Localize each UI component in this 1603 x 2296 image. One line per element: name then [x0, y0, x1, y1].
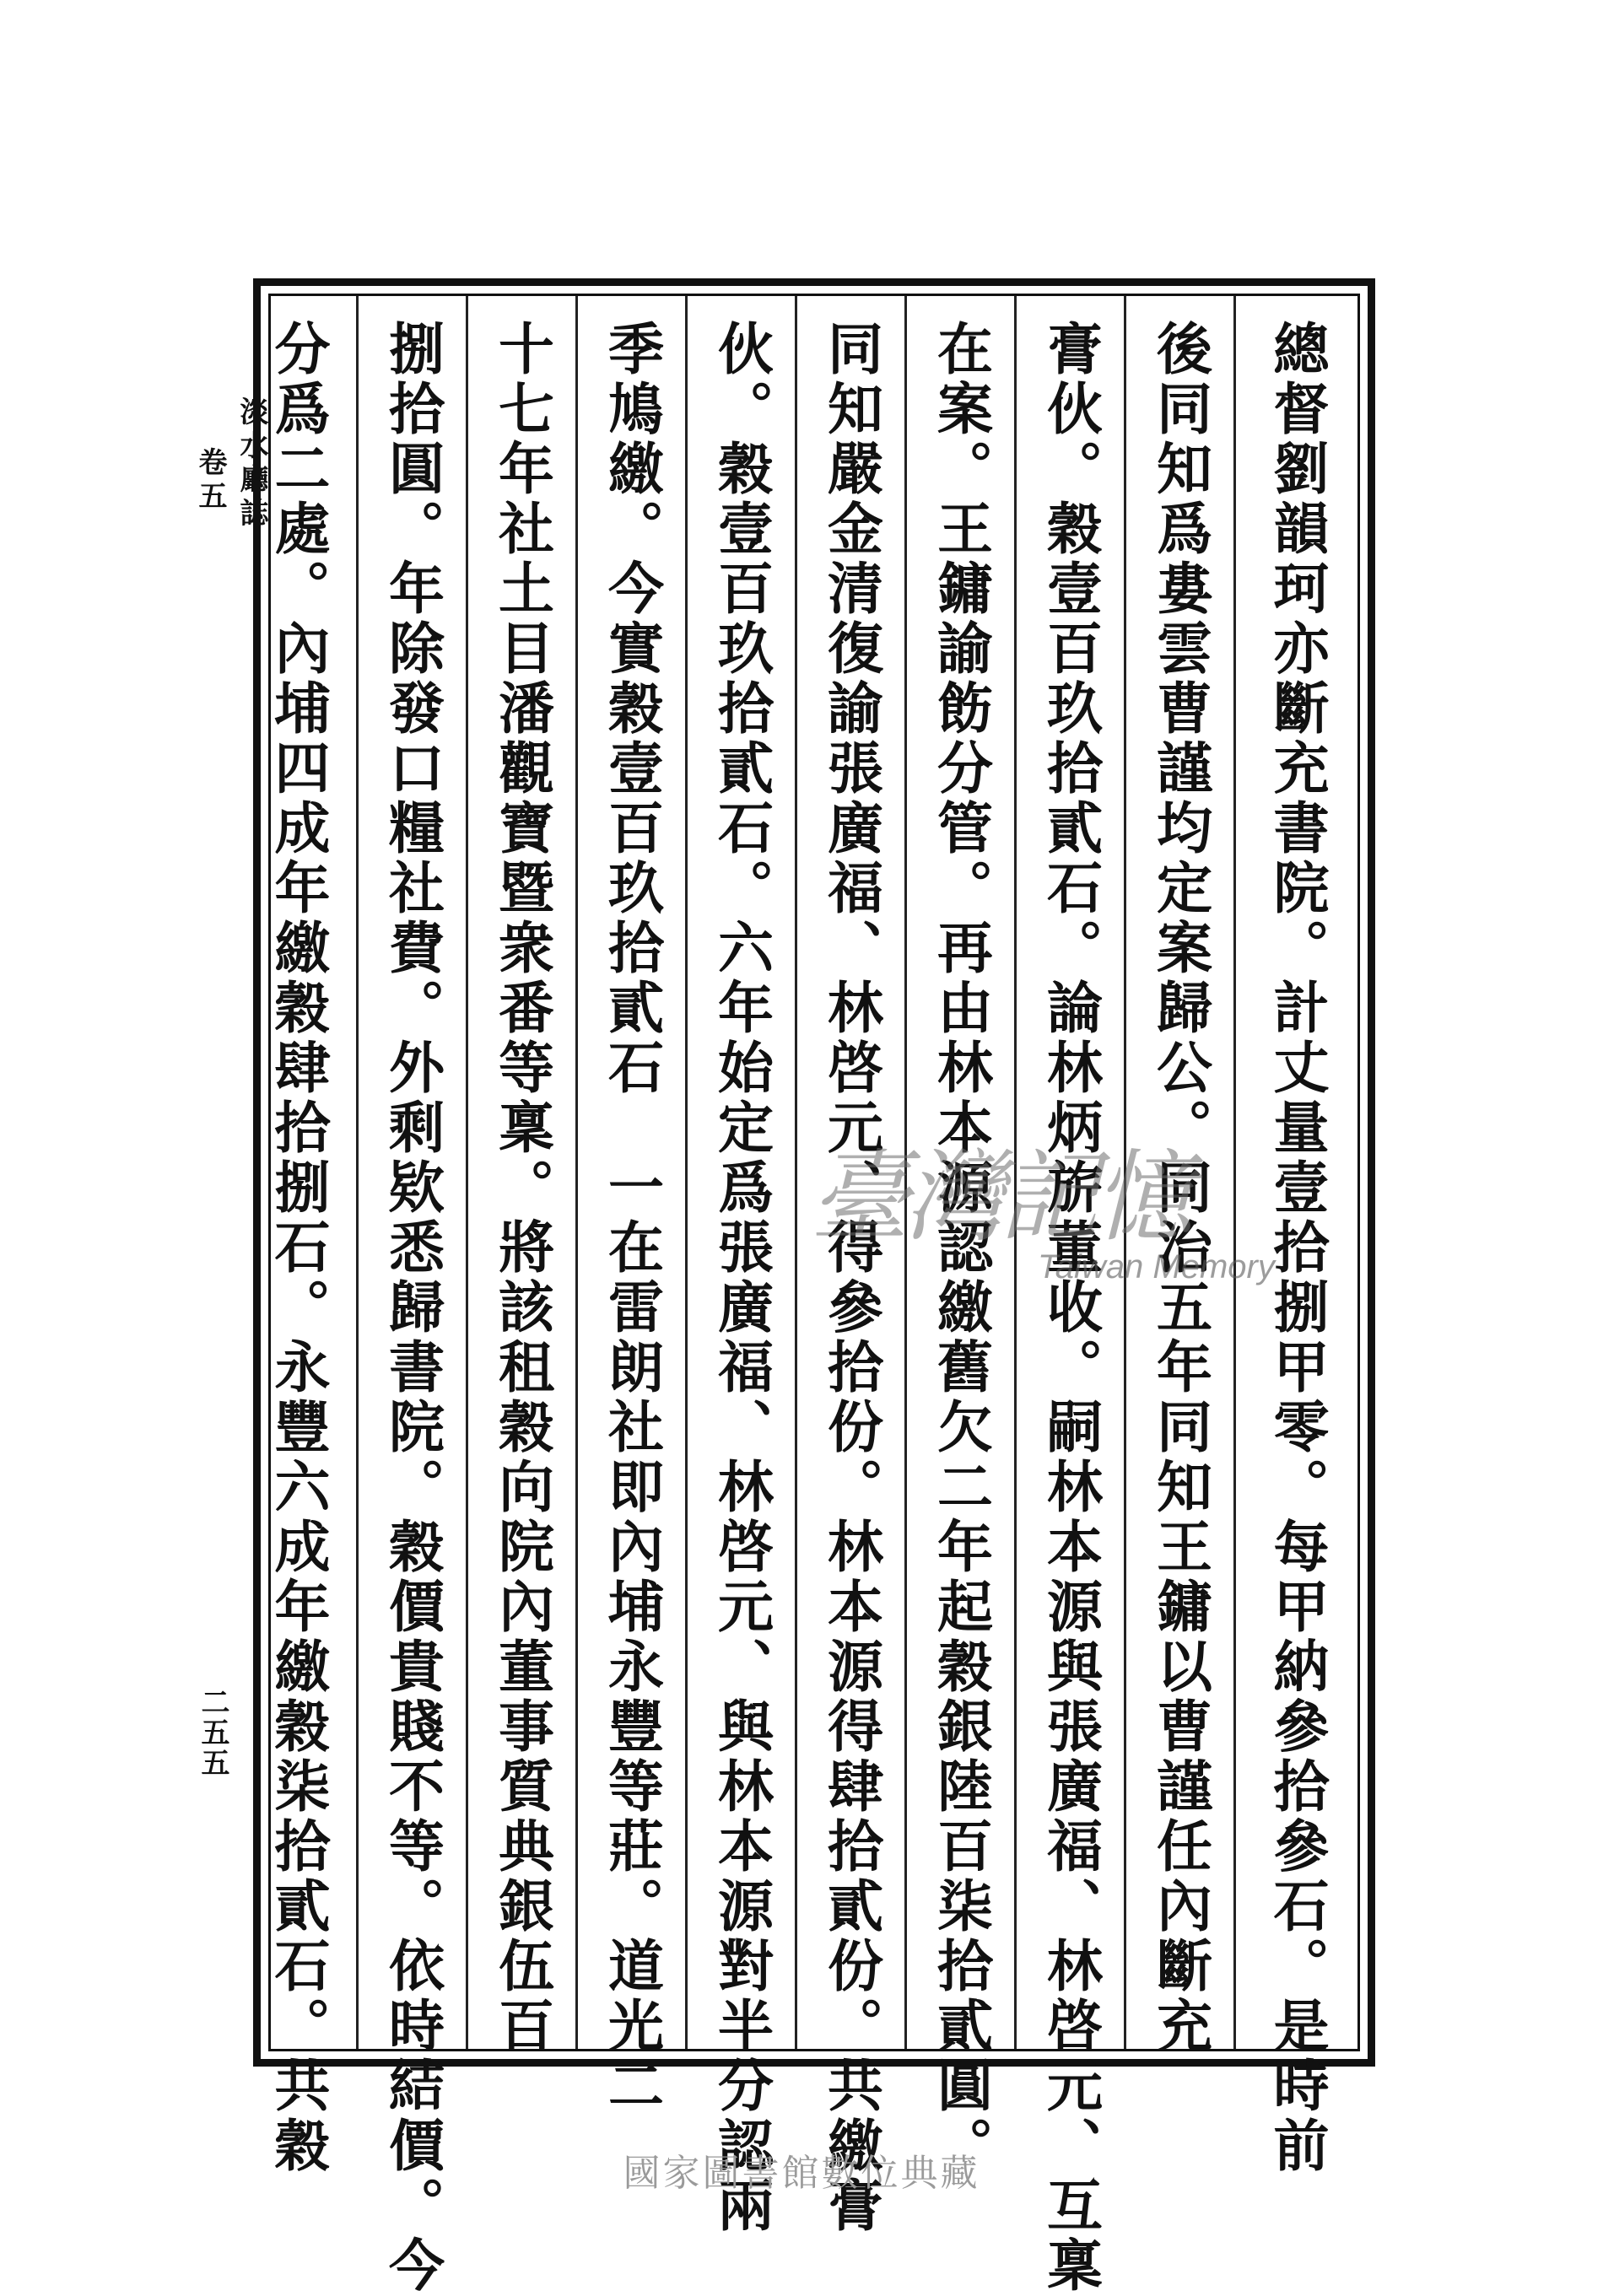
column-text: 在案。王鏞諭飭分管。再由林本源認繳舊欠二年起穀銀陸百柒拾貳圓。	[927, 320, 994, 2176]
column-text: 十七年社土目潘觀寶暨衆番等稟。將該租穀向院內董事質典銀伍百	[488, 320, 555, 2056]
text-column	[466, 296, 575, 2056]
page-number: 二五五	[196, 1687, 229, 1778]
text-column	[1233, 296, 1357, 2176]
volume-label: 卷五	[193, 447, 227, 515]
text-column	[240, 296, 356, 2176]
column-text: 捌拾圓。年除發口糧社費。外剩欵悉歸書院。穀價貴賤不等。依時結價。今	[379, 320, 445, 2296]
column-text: 後同知爲婁雲曹謹均定案歸公。同治五年同知王鏞以曹謹任內斷充	[1147, 320, 1213, 2056]
column-text: 分爲二處。內埔四成年繳穀肆拾捌石。永豐六成年繳穀柒拾貳石。共穀	[265, 320, 331, 2176]
text-column	[575, 296, 685, 2116]
column-text: 總督劉韻珂亦斷充書院。計丈量壹拾捌甲零。每甲納參拾參石。是時前	[1264, 320, 1330, 2176]
watermark-logo	[810, 1139, 1275, 1285]
watermark-text-en: Taiwan Memory	[1038, 1248, 1275, 1285]
book-title: 淡水廳誌	[235, 396, 268, 531]
column-text: 同知嚴金清復諭張廣福、林啓元、得參拾份。林本源得肆拾貳份。共繳膏	[818, 320, 884, 2236]
text-column	[685, 296, 795, 2236]
column-text: 季鳩繳。今實穀壹百玖拾貳石 一在雷朗社即內埔永豐等莊。道光二	[598, 320, 665, 2116]
column-text: 膏伙。穀壹百玖拾貳石。論林炳旂董收。嗣林本源與張廣福、林啓元、互稟	[1037, 320, 1104, 2296]
watermark-text-zh: 臺灣記憶	[810, 1139, 1189, 1255]
column-text: 伙。穀壹百玖拾貳石。六年始定爲張廣福、林啓元、與林本源對半分認兩	[708, 320, 775, 2236]
text-column	[356, 296, 466, 2296]
footer-credit: 國家圖書館數位典藏	[623, 2152, 980, 2195]
